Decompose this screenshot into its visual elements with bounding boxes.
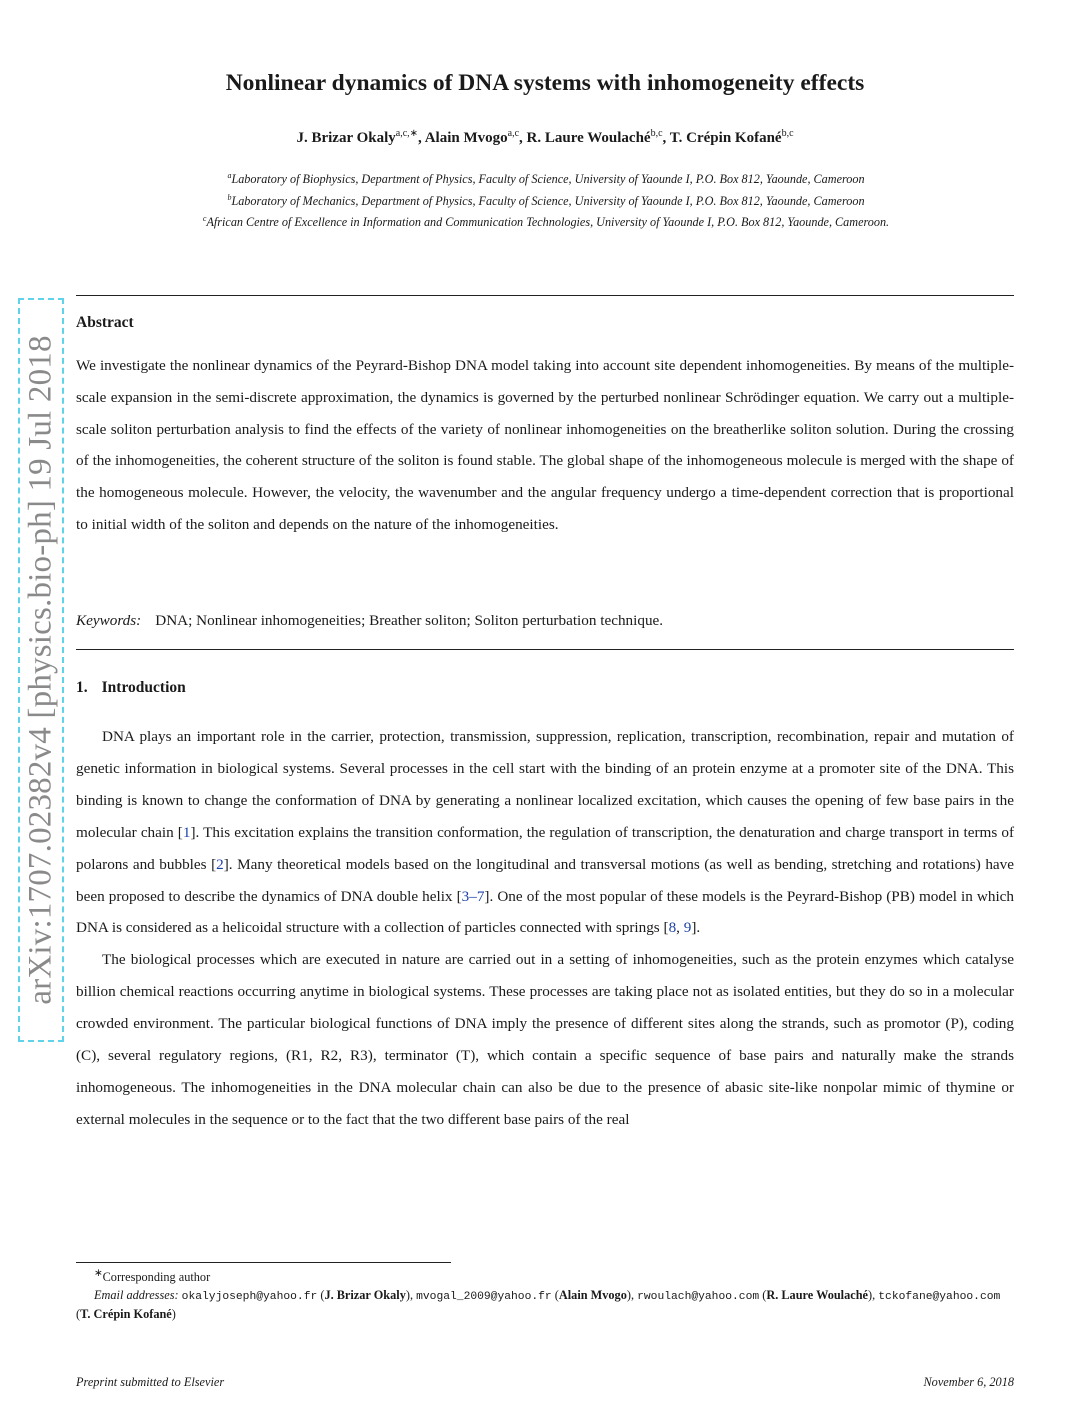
citation-link[interactable]: 3–7 (461, 887, 485, 905)
corresponding-note: ∗Corresponding author (94, 1268, 211, 1285)
section-heading (76, 679, 186, 697)
abstract-text: We investigate the nonlinear dynamics of the Peyrard-Bishop DNA model taking into account site dependent inhomogeneities. By means of the multiple-scale expansion in the semi-discrete approximation, the dynamics is governed by the perturbed nonlinear Schrödinger equation. We carry out a multiple-scale soliton perturbation analysis to find the effects of the variety of nonlinear inhomogeneities on the breatherlike soliton solution. During the crossing of the inhomogeneities, the coherent structure of the soliton is found stable. The global shape of the inhomogeneous molecule is merged with the shape of the homogeneous molecule. However, the velocity, the wavenumber and the angular frequency undergo a time-dependent correction that is proportional to initial width of the soliton and depends on the nature of the inhomogeneities. (76, 357, 1014, 533)
citation-link[interactable]: 8 (668, 919, 677, 937)
author: J. Brizar Okaly$^{a,c,∗}$, (296, 128, 425, 146)
footnotes (76, 1265, 1014, 1324)
introduction-body (76, 721, 1014, 1136)
affiliations (106, 167, 986, 232)
email-link[interactable]: mvogal_2009@yahoo.fr (416, 1290, 552, 1303)
email-link[interactable]: tckofane@yahoo.com (878, 1290, 1001, 1303)
citation-link[interactable]: 1 (182, 823, 191, 841)
divider (76, 649, 1014, 650)
preprint-note: Preprint submitted to Elsevier (76, 1375, 225, 1389)
section-number: 1. (76, 679, 88, 696)
author: R. Laure Woulaché$^{b,c}$, (526, 128, 670, 146)
citation-link[interactable]: 9 (683, 919, 692, 937)
arxiv-stamp (18, 298, 64, 1042)
author: Alain Mvogo$^{a,c}$, (424, 128, 527, 146)
affiliation: $^b$Laboratory of Mechanics, Department of Physics, Faculty of Science, University of Yaounde I, P.O. Box 812, Yaounde, Cameroon (227, 192, 865, 208)
keywords-label: Keywords: (76, 612, 142, 629)
date: November 6, 2018 (923, 1375, 1014, 1389)
email-link[interactable]: okalyjoseph@yahoo.fr (181, 1290, 318, 1303)
affiliation: $^a$Laboratory of Biophysics, Department of Physics, Faculty of Science, University of Yaounde I, P.O. Box 812, Yaounde, Cameroon (227, 171, 865, 187)
email-note: Email addresses: okalyjoseph@yahoo.fr (J. Brizar Okaly), mvogal_2009@yahoo.fr (Alain Mvogo), rwoulach@yahoo.com (R. Laure Woulaché), tckofane@yahoo.com (T. Crépin Kofané) (76, 1287, 1001, 1322)
paragraph: DNA plays an important role in the carrier, protection, transmission, suppression, replication, transcription, recombination, repair and mutation of genetic information in biological systems. Several processes in the cell start with the binding of an protein enzyme at a promoter site of the DNA. This binding is known to change the conformation of DNA by generating a nonlinear localized excitation, which causes the opening of few base pairs in the molecular chain [1]. This excitation explains the transition conformation, the regulation of transcription, the denaturation and charge transport in terms of polarons and bubbles [2]. Many theoretical models based on the longitudinal and transversal motions (as well as bending, stretching and rotations) have been proposed to describe the dynamics of DNA double helix [3–7]. One of the most popular of these models is the Peyrard-Bishop (PB) model in which DNA is considered as a helicoidal structure with a collection of particles connected with springs [8, 9]. (76, 728, 1014, 937)
keywords-text: DNA; Nonlinear inhomogeneities; Breather soliton; Soliton perturbation technique. (155, 612, 664, 629)
author: T. Crépin Kofané$^{b,c}$ (669, 128, 794, 146)
divider (76, 295, 1014, 296)
affiliation: $^c$African Centre of Excellence in Information and Communication Technologies, University of Yaounde I, P.O. Box 812, Yaounde, Cameroon. (202, 214, 890, 230)
keywords (76, 612, 1014, 630)
email-link[interactable]: rwoulach@yahoo.com (637, 1290, 760, 1303)
abstract-heading: Abstract (76, 314, 134, 331)
paragraph: The biological processes which are executed in nature are carried out in a setting of inhomogeneities, such as the protein enzymes which catalyse billion chemical reactions occurring anytime in biological systems. These processes are taking place not as isolated entities, but they do so in a molecular crowded environment. The particular biological functions of DNA imply the presence of different sites along the strands, such as promotor (P), coding (C), several regulatory regions, (R1, R2, R3), terminator (T), which contain a specific sequence of base pairs and naturally make the strands inhomogeneous. The inhomogeneities in the DNA molecular chain can also be due to the presence of abasic site-like nonpolar mimic of thymine or external molecules in the sequence or to the fact that the two different base pairs of the real (76, 951, 1014, 1128)
paper-title: Nonlinear dynamics of DNA systems with inhomogeneity effects (225, 70, 865, 96)
section-title: Introduction (101, 679, 186, 696)
author-list (76, 128, 1014, 147)
arxiv-stamp-text: arXiv:1707.02382v4 [physics.bio-ph] 19 Jul 2018 (22, 335, 59, 1005)
footnote-rule (76, 1262, 451, 1263)
citation-link[interactable]: 2 (216, 855, 224, 873)
